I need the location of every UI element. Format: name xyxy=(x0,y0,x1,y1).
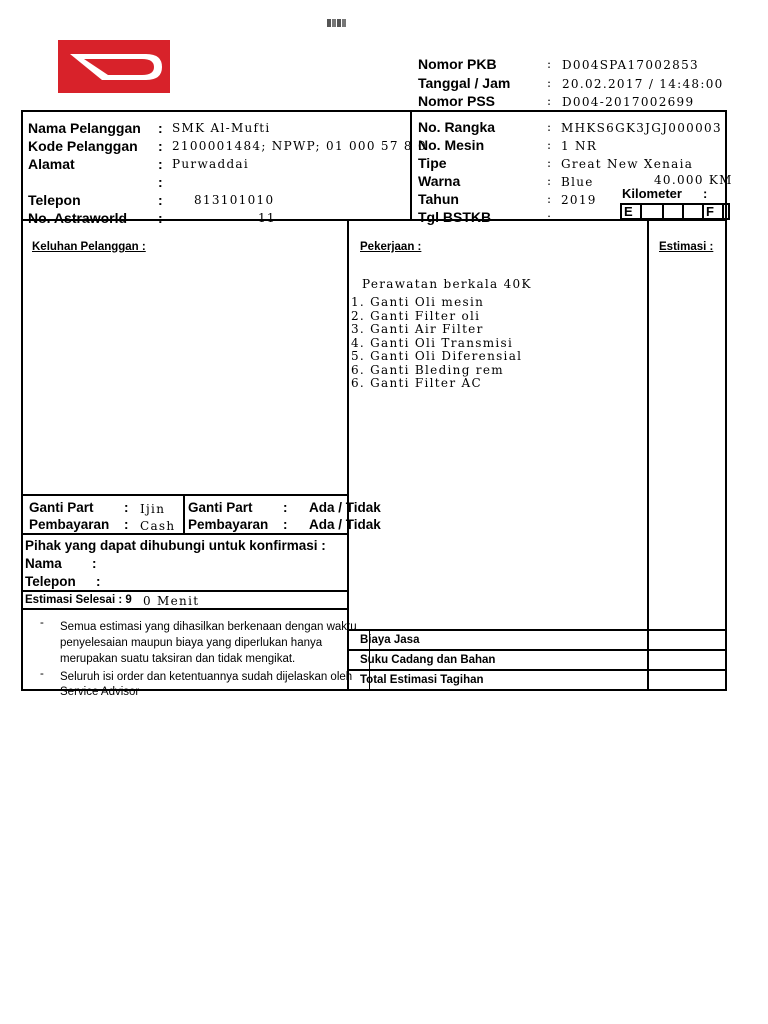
total-estimasi-label: Total Estimasi Tagihan xyxy=(360,674,484,686)
suku-cadang-label: Suku Cadang dan Bahan xyxy=(360,654,496,666)
contact-title: Pihak yang dapat dihubungi untuk konfirmasi : xyxy=(25,538,326,553)
list-item: 4. Ganti Oli Transmisi xyxy=(351,335,514,350)
work-list xyxy=(351,296,522,391)
tahun-value: 2019 xyxy=(561,193,597,207)
mesin-colon: : xyxy=(547,138,553,152)
estimasi-divider xyxy=(647,219,649,691)
bstkb-colon: : xyxy=(547,210,553,224)
estimasi-heading: Estimasi : xyxy=(659,241,714,253)
nama-pelanggan-value: SMK Al-Mufti xyxy=(172,121,271,135)
telepon-value: 813101010 xyxy=(194,193,275,207)
nomor-pkb-value: D004SPA17002853 xyxy=(562,58,699,72)
tanggal-value: 20.02.2017 / 14:48:00 xyxy=(562,77,724,91)
nomor-pkb-colon: : xyxy=(547,57,553,71)
tipe-colon: : xyxy=(547,156,553,170)
pekerjaan-heading: Pekerjaan : xyxy=(360,241,422,253)
alamat-colon-2: : xyxy=(158,174,163,190)
alamat-label: Alamat xyxy=(28,156,75,172)
parts-divider xyxy=(183,494,185,534)
header-divider xyxy=(410,110,412,220)
kode-colon: : xyxy=(158,138,163,154)
alamat-colon: : xyxy=(158,156,163,172)
telepon-label: Telepon xyxy=(28,192,81,208)
contact-bottom xyxy=(21,590,348,592)
list-item: 6. Ganti Filter AC xyxy=(351,376,482,390)
ada-tidak-option-2[interactable]: Ada / Tidak xyxy=(309,517,381,532)
fuel-full-label: F xyxy=(706,204,714,219)
nomor-pkb-label: Nomor PKB xyxy=(418,56,497,72)
nomor-pss-value: D004-2017002699 xyxy=(562,95,695,109)
kilometer-colon: : xyxy=(703,186,708,201)
pembayaran-value: Cash xyxy=(140,519,176,533)
note-2 xyxy=(60,670,352,700)
work-title: Perawatan berkala 40K xyxy=(362,277,532,291)
tanggal-colon: : xyxy=(547,76,553,90)
list-item: 1. Ganti Oli mesin xyxy=(351,295,485,309)
list-item: 3. Ganti Air Filter xyxy=(351,322,484,336)
cost-row-1 xyxy=(349,649,726,651)
biaya-jasa-label: Biaya Jasa xyxy=(360,634,420,646)
ada-tidak-option[interactable]: Ada / Tidak xyxy=(309,500,381,515)
warna-value: Blue xyxy=(561,175,594,189)
note-1 xyxy=(60,619,357,667)
form-top-border xyxy=(21,110,726,112)
note-dash-1: - xyxy=(40,617,44,629)
rangka-colon: : xyxy=(547,120,553,134)
astraworld-label: No. Astraworld xyxy=(28,210,128,226)
nomor-pss-colon: : xyxy=(547,94,553,108)
list-item: 5. Ganti Oli Diferensial xyxy=(351,349,523,363)
tahun-colon: : xyxy=(547,192,553,206)
nama-pelanggan-label: Nama Pelanggan xyxy=(28,120,141,136)
brand-logo xyxy=(58,40,170,93)
contact-nama-label: Nama xyxy=(25,556,62,571)
fuel-gauge xyxy=(620,203,730,220)
kilometer-value: 40.000 KM xyxy=(654,173,733,187)
cost-row-top xyxy=(349,629,726,631)
pembayaran-colon-2: : xyxy=(283,517,288,532)
ganti-part-colon-2: : xyxy=(283,500,288,515)
tipe-value: Great New Xenaia xyxy=(561,157,694,171)
form-right-border xyxy=(725,110,727,690)
no-mesin-label: No. Mesin xyxy=(418,137,485,153)
astraworld-colon: : xyxy=(158,210,163,226)
tgl-bstkb-label: Tgl BSTKB xyxy=(418,209,492,225)
kode-pelanggan-value: 2100001484; NPWP; 01 000 57 8 0 xyxy=(172,139,427,153)
ganti-part-label: Ganti Part xyxy=(29,500,94,515)
note-line: penyelesaian maupun biaya yang diperlukan hanya xyxy=(60,637,323,649)
tipe-label: Tipe xyxy=(418,155,447,171)
warna-label: Warna xyxy=(418,173,461,189)
form-left-border xyxy=(21,110,23,690)
note-line: Seluruh isi order dan ketentuannya sudah dijelaskan oleh xyxy=(60,671,353,683)
ganti-part-colon: : xyxy=(124,500,129,515)
nomor-pss-label: Nomor PSS xyxy=(418,93,496,109)
note-line: Semua estimasi yang dihasilkan berkenaan dengan waktu xyxy=(60,621,357,633)
estimasi-selesai-value: 0 Menit xyxy=(143,594,200,608)
ganti-part-value: Ijin xyxy=(140,502,166,516)
pembayaran-label-2: Pembayaran xyxy=(188,517,269,532)
tanggal-label: Tanggal / Jam xyxy=(418,75,511,91)
no-rangka-label: No. Rangka xyxy=(418,119,496,135)
telepon-colon: : xyxy=(158,192,163,208)
contact-nama-colon: : xyxy=(92,556,97,571)
cost-row-2 xyxy=(349,669,726,671)
tahun-label: Tahun xyxy=(418,191,459,207)
list-item: 2. Ganti Filter oli xyxy=(351,308,481,323)
kilometer-label: Kilometer xyxy=(622,186,682,201)
fuel-empty-label: E xyxy=(624,204,633,219)
no-rangka-value: MHKS6GK3JGJ000003 xyxy=(561,121,722,135)
list-item: 6. Ganti Bleding rem xyxy=(351,362,504,377)
parts-bottom xyxy=(21,533,348,535)
pembayaran-label: Pembayaran xyxy=(29,517,110,532)
pembayaran-colon: : xyxy=(124,517,129,532)
kode-pelanggan-label: Kode Pelanggan xyxy=(28,138,138,154)
estimasi-selesai-label: Estimasi Selesai : 9 xyxy=(25,594,132,606)
no-mesin-value: 1 NR xyxy=(561,139,598,153)
note-line: merupakan suatu taksiran dan tidak mengikat. xyxy=(60,653,296,665)
contact-telepon-colon: : xyxy=(96,574,101,589)
alamat-value: Purwaddai xyxy=(172,157,250,171)
warna-colon: : xyxy=(547,174,553,188)
daihatsu-logo-icon xyxy=(58,40,170,93)
note-line: Service Advisor xyxy=(60,686,140,698)
estimasi-selesai-bottom xyxy=(21,608,348,610)
note-dash-2: - xyxy=(40,668,44,680)
header-mark xyxy=(326,18,347,28)
ganti-part-label-2: Ganti Part xyxy=(188,500,253,515)
keluhan-heading: Keluhan Pelanggan : xyxy=(32,241,146,253)
contact-telepon-label: Telepon xyxy=(25,574,76,589)
astraworld-value: 11 xyxy=(258,211,276,225)
nama-colon: : xyxy=(158,120,163,136)
